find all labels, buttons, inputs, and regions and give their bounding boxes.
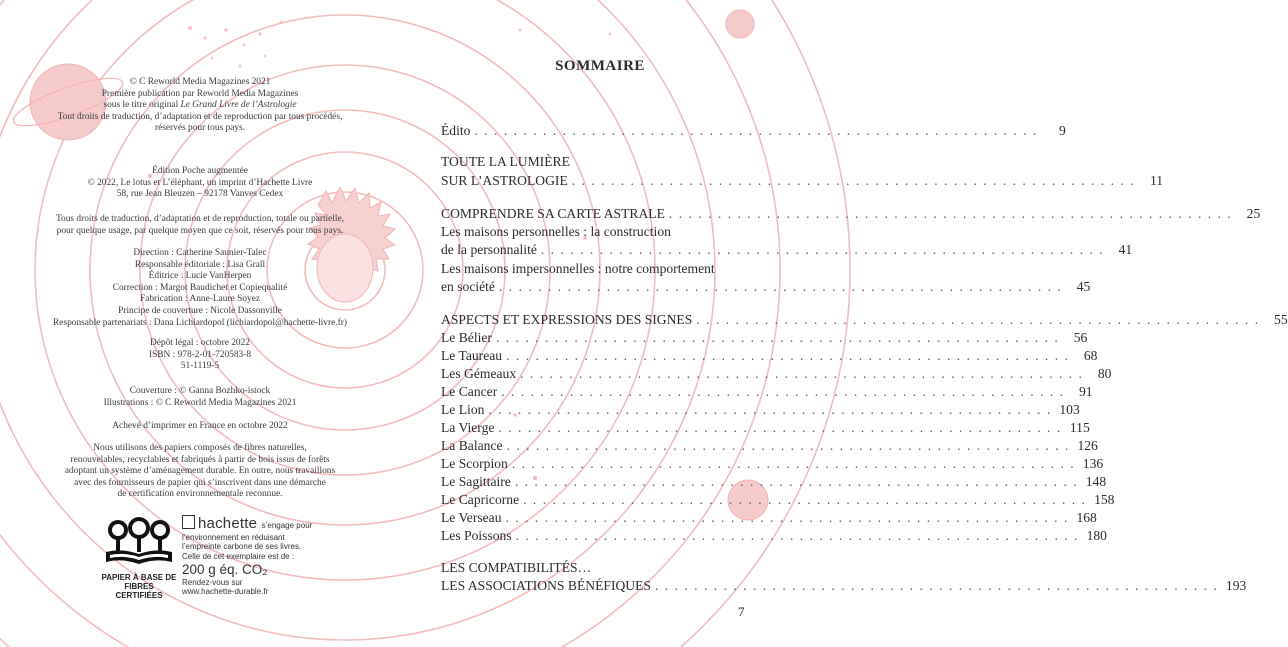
toc-entry[interactable]	[441, 491, 1115, 509]
paper-line: renouvelables, recyclables et fabriqués à partir de bois issus de forêts	[70, 454, 330, 465]
toc-entry-label: Les maisons impersonnelles : notre comportement	[441, 261, 715, 276]
toc-entry-label: Le Capricorne	[441, 492, 520, 507]
toc-entry-label: Le Verseau	[441, 510, 502, 525]
toc-entry[interactable]	[441, 419, 1090, 437]
hachette-logo-icon	[182, 515, 195, 529]
toc-entry-label: LES ASSOCIATIONS BÉNÉFIQUES	[441, 578, 651, 593]
toc-entry[interactable]	[441, 401, 1080, 419]
toc-dot-leader: . . . . . . . . . . . . . . . . . . . . . . . . . . . . . . . . . . . . . . . . . . . . . . . . . . . . . . . . . .	[511, 456, 1076, 471]
hachette-brand: hachette s’engage pour	[182, 515, 322, 533]
imprint-block-3	[0, 214, 400, 237]
imprint-rights: Tout droits de traduction, d’adaptation et de reproduction par tous procédés,	[57, 111, 343, 122]
toc-entry[interactable]	[441, 153, 754, 171]
hachette-line: l’empreinte carbone de ses livres.	[182, 542, 302, 552]
toc-entry-page: 56	[1073, 330, 1088, 345]
toc-entry[interactable]	[441, 329, 1088, 347]
imprint-printed	[0, 421, 400, 433]
toc-entry[interactable]	[441, 241, 1133, 259]
toc-entry-page: 148	[1085, 474, 1107, 489]
toc-dot-leader: . . . . . . . . . . . . . . . . . . . . . . . . . . . . . . . . . . . . . . . . . . . . . . . . . . . . . . . . . .	[571, 173, 1136, 188]
imprint-first-publication: Première publication par Reworld Media Magazines	[101, 88, 299, 99]
credit-line: Fabrication : Anne-Laure Soyez	[139, 294, 260, 305]
toc-entry-label: Édito	[441, 123, 471, 138]
toc-entry[interactable]	[441, 260, 754, 278]
toc-entry-page: 68	[1083, 348, 1098, 363]
illustration-credit: Illustrations : © C Reworld Media Magazines 2021	[103, 397, 297, 408]
imprint-address: 58, rue Jean Bleuzen – 92178 Vanves Cedex	[116, 189, 284, 200]
toc-entry-page: 25	[1246, 206, 1261, 221]
toc-dot-leader: . . . . . . . . . . . . . . . . . . . . . . . . . . . . . . . . . . . . . . . . . . . . . . . . . . . . . . . . . .	[696, 312, 1260, 327]
trees-book-icon	[100, 516, 178, 568]
toc-dot-leader: . . . . . . . . . . . . . . . . . . . . . . . . . . . . . . . . . . . . . . . . . . . . . . . . . . . . . . . . . .	[501, 384, 1065, 399]
toc-entry-page: 9	[1058, 123, 1066, 138]
toc-entry-label: Le Taureau	[441, 348, 503, 363]
toc-entry-label: Les Poissons	[441, 528, 512, 543]
toc-entry-label: Le Scorpion	[441, 456, 508, 471]
imprint-paper-notice	[0, 443, 400, 501]
credit-line: Responsable partenariats : Dana Lichiardopol (lichiardopol@hachette-livre.fr)	[53, 317, 347, 328]
toc-dot-leader: . . . . . . . . . . . . . . . . . . . . . . . . . . . . . . . . . . . . . . . . . . . . . . . . . . . . . . . . . .	[668, 206, 1233, 221]
toc-entry-page: 45	[1076, 279, 1091, 294]
toc-dot-leader: . . . . . . . . . . . . . . . . . . . . . . . . . . . . . . . . . . . . . . . . . . . . . . . . . . . . . . . . . .	[506, 438, 1070, 453]
toc-dot-leader: . . . . . . . . . . . . . . . . . . . . . . . . . . . . . . . . . . . . . . . . . . . . . . . . . . . . . . . . . .	[523, 492, 1087, 507]
hachette-footer: Rendez-vous sur	[182, 577, 243, 587]
toc-entry[interactable]	[441, 205, 1261, 223]
imprint-original-title: sous le titre original Le Grand Livre de l’Astrologie	[103, 100, 297, 111]
toc-entry-page: 11	[1150, 173, 1164, 188]
toc-dot-leader: . . . . . . . . . . . . . . . . . . . . . . . . . . . . . . . . . . . . . . . . . . . . . . . . . . . . . . . . . .	[505, 510, 1069, 525]
toc-entry[interactable]	[441, 311, 1288, 329]
paper-line: avec des fournisseurs de papier qui s’inscrivent dans une démarche	[74, 477, 326, 488]
toc-dot-leader: . . . . . . . . . . . . . . . . . . . . . . . . . . . . . . . . . . . . . . . . . . . . . . . . . . . . . . . . . .	[514, 474, 1079, 489]
legal-deposit: Dépôt légal : octobre 2022	[150, 338, 250, 348]
imprint-rights-line: pour quelque usage, par quelque moyen que ce soit, réservés pour tous pays.	[56, 225, 344, 236]
certified-paper-logo	[100, 516, 178, 600]
toc-entry-label: ASPECTS ET EXPRESSIONS DES SIGNES	[441, 312, 693, 327]
toc-dot-leader: . . . . . . . . . . . . . . . . . . . . . . . . . . . . . . . . . . . . . . . . . . . . . . . . . . . . . . . . . .	[654, 578, 1219, 593]
toc-dot-leader: . . . . . . . . . . . . . . . . . . . . . . . . . . . . . . . . . . . . . . . . . . . . . . . . . . . . . . . . . .	[488, 402, 1052, 417]
hachette-line: l’environnement en réduisant	[182, 533, 285, 542]
imprint-cover-credits	[0, 386, 400, 409]
toc-dot-leader: . . . . . . . . . . . . . . . . . . . . . . . . . . . . . . . . . . . . . . . . . . . . . . . . . . . . . . . . . .	[506, 348, 1070, 363]
toc-entry-label: Le Lion	[441, 402, 485, 417]
imprint-publisher: © 2022, Le lotus et L’éléphant, un imprint d’Hachette Livre	[87, 177, 313, 188]
toc-entry-label: TOUTE LA LUMIÈRE	[441, 154, 570, 169]
toc-entry[interactable]	[441, 383, 1093, 401]
toc-dot-leader: . . . . . . . . . . . . . . . . . . . . . . . . . . . . . . . . . . . . . . . . . . . . . . . . . . . . . . . . . .	[498, 279, 1063, 294]
toc-dot-leader: . . . . . . . . . . . . . . . . . . . . . . . . . . . . . . . . . . . . . . . . . . . . . . . . . . . . . . . . . .	[495, 330, 1060, 345]
toc-entry-label: Les maisons personnelles : la construction	[441, 224, 671, 239]
imprint-rights-line: Tous droits de traduction, d’adaptation et de reproduction, totale ou partielle,	[55, 214, 345, 224]
toc-entry-page: 80	[1097, 366, 1112, 381]
imprint-block-2	[0, 166, 400, 201]
toc-entry[interactable]	[441, 473, 1107, 491]
toc-dot-leader: . . . . . . . . . . . . . . . . . . . . . . . . . . . . . . . . . . . . . . . . . . . . . . . . . . . . . . . . . .	[498, 420, 1062, 435]
toc-dot-leader: . . . . . . . . . . . . . . . . . . . . . . . . . . . . . . . . . . . . . . . . . . . . . . . . . . . . . . . . . .	[520, 366, 1084, 381]
print-date: Achevé d’imprimer en France en octobre 2022	[112, 421, 288, 431]
hachette-url[interactable]: www.hachette-durable.fr	[182, 587, 269, 597]
imprint-edition: Édition Poche augmentée	[152, 166, 248, 176]
toc-entry-page: 180	[1086, 528, 1107, 543]
imprint-copyright: © C Reworld Media Magazines 2021	[129, 77, 271, 87]
toc-entry-page: 126	[1077, 438, 1098, 453]
toc-entry-label: COMPRENDRE SA CARTE ASTRALE	[441, 206, 665, 221]
toc-entry[interactable]	[441, 122, 1066, 140]
imprint-legal	[0, 338, 400, 373]
toc-dot-leader: . . . . . . . . . . . . . . . . . . . . . . . . . . . . . . . . . . . . . . . . . . . . . . . . . . . . . . . . . .	[515, 528, 1079, 543]
toc-entry[interactable]	[441, 559, 754, 577]
credit-line: Direction : Catherine Saunier-Talec	[133, 248, 267, 258]
carbon-footprint: 200 g éq. CO₂	[182, 561, 268, 577]
toc-entry-page: 91	[1078, 384, 1093, 399]
reference-number: 51-1119-5	[180, 361, 220, 372]
hachette-line: Celle de cet exemplaire est de :	[182, 551, 295, 561]
imprint-block-1	[0, 77, 400, 135]
toc-title: SOMMAIRE	[555, 58, 645, 74]
credit-line: Responsable éditoriale : Lisa Grall	[134, 259, 266, 270]
toc-entry-page: 193	[1225, 578, 1247, 593]
toc-entry[interactable]	[441, 172, 1164, 190]
toc-entry-label: Le Bélier	[441, 330, 492, 345]
toc-entry[interactable]	[441, 365, 1112, 383]
hachette-notice	[182, 515, 322, 596]
paper-line: Nous utilisons des papiers composés de fibres naturelles,	[93, 443, 307, 453]
toc-entry-page: 168	[1076, 510, 1097, 525]
toc-entry[interactable]	[441, 527, 1107, 545]
imprint-credits	[0, 248, 400, 329]
credit-line: Éditrice : Lucie VanHerpen	[148, 271, 252, 282]
toc-entry-page: 158	[1094, 492, 1115, 507]
paper-line: de certification environnementale reconnue.	[117, 489, 283, 500]
toc-entry[interactable]	[441, 278, 1091, 296]
toc-entry-label: La Vierge	[441, 420, 495, 435]
toc-entry[interactable]	[441, 347, 1098, 365]
credit-line: Principe de couverture : Nicole Dassonville	[118, 305, 282, 316]
credit-line: Correction : Margot Baudichet et Copiequalité	[112, 282, 288, 293]
toc-entry[interactable]	[441, 437, 1098, 455]
toc-entry-label: La Balance	[441, 438, 503, 453]
toc-entry-label: de la personnalité	[441, 242, 537, 257]
toc-entry-label: Le Cancer	[441, 384, 498, 399]
logo-label-line-2: FIBRES CERTIFIÉES	[115, 582, 163, 600]
toc-entry-label: Les Gémeaux	[441, 366, 517, 381]
toc-entry-page: 41	[1118, 242, 1133, 257]
toc-entry[interactable]	[441, 577, 1247, 595]
page-number: 7	[738, 604, 745, 619]
toc-entry[interactable]	[441, 509, 1097, 527]
toc-entry-label: Le Sagittaire	[441, 474, 511, 489]
toc-dot-leader: . . . . . . . . . . . . . . . . . . . . . . . . . . . . . . . . . . . . . . . . . . . . . . . . . . . . . . . . . .	[540, 242, 1105, 257]
toc-entry-label: LES COMPATIBILITÉS…	[441, 560, 592, 575]
cover-credit: Couverture : © Ganna Bozhko-istock	[129, 386, 271, 396]
toc-entry-page: 115	[1069, 420, 1090, 435]
toc-entry-label: SUR L’ASTROLOGIE	[441, 173, 568, 188]
toc-entry-label: en société	[441, 279, 495, 294]
toc-entry[interactable]	[441, 223, 754, 241]
toc-dot-leader: . . . . . . . . . . . . . . . . . . . . . . . . . . . . . . . . . . . . . . . . . . . . . . . . . . . . . . . . . .	[474, 123, 1038, 138]
toc-entry-page: 103	[1059, 402, 1080, 417]
toc-entry-page: 136	[1082, 456, 1104, 471]
paper-line: adoptant un système d’aménagement durable. En outre, nous travaillons	[64, 466, 336, 477]
toc-entry-page: 55	[1274, 312, 1288, 327]
isbn: ISBN : 978-2-01-720583-8	[148, 349, 252, 360]
toc-entry[interactable]	[441, 455, 1104, 473]
imprint-rights-2: réservés pour tous pays.	[154, 123, 246, 134]
logo-label-line-1: PAPIER À BASE DE	[101, 573, 177, 582]
